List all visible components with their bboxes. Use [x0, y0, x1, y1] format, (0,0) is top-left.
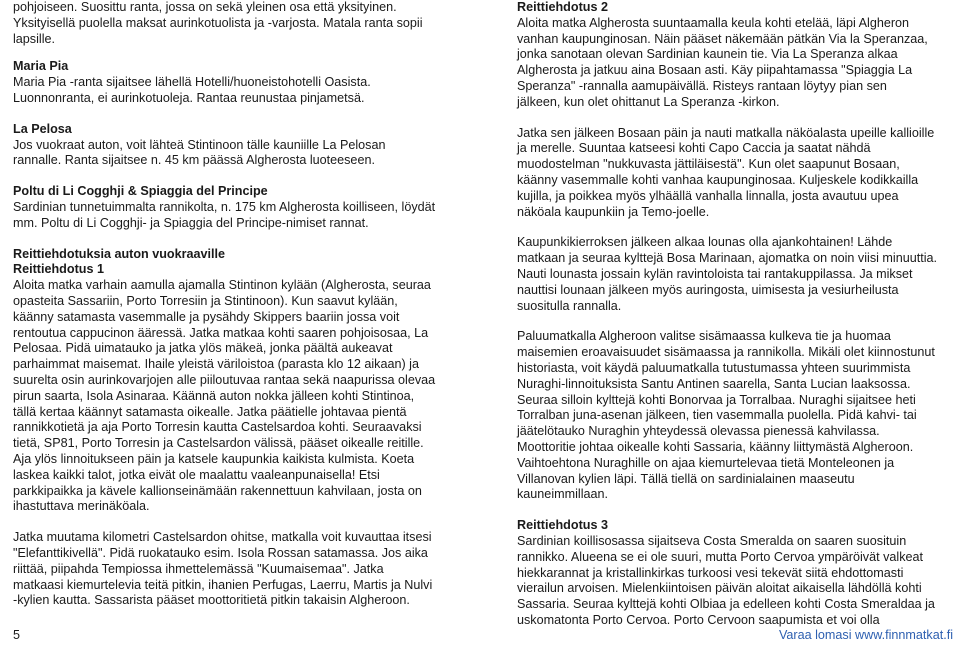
- text-line: Sardinian koillisosassa sijaitseva Costa Smeralda on saaren suosituin: [517, 533, 907, 548]
- text-line: Aloita matka Algherosta suuntaamalla keula kohti etelää, läpi Algheron: [517, 15, 910, 30]
- text-line: käänny vasemmalle kohti vanhaa kaupunginosaa. Kuljeskele kodikkailla: [517, 172, 919, 187]
- text-line: Maria Pia -ranta sijaitsee lähellä Hotelli/huoneistohotelli Oasista.: [13, 75, 371, 90]
- section-subheading: Reittiehdotus 1: [13, 262, 104, 277]
- left-column: [13, 0, 461, 609]
- route-3-section: [517, 518, 953, 629]
- text-line: lapsille.: [13, 31, 55, 46]
- text-line: käänny satamasta vasemmalle ja pysähdy Skippers baariin jossa voit: [13, 309, 400, 324]
- route-1-section: [13, 247, 461, 516]
- text-line: maisemien eroavaisuudet sisämaassa ja rannikolla. Mikäli olet kiinnostunut: [517, 345, 935, 360]
- text-line: kujilla, ja poikkea myös ylhäällä vanhalla linnalla, josta avautuu upea: [517, 188, 899, 203]
- text-line: Villanovan kylien läpi. Tällä tiellä on sardinialainen maaseutu: [517, 471, 855, 486]
- maria-pia-section: [13, 59, 461, 106]
- text-line: Nuraghi-linnoituksista Santu Antinen saarella, Santa Lucian laaksossa.: [517, 376, 911, 391]
- text-line: uskomatonta Porto Cervoa. Porto Cervoon saapumista et voi olla: [517, 612, 880, 627]
- la-pelosa-section: [13, 122, 461, 169]
- text-line: rentoutua cappucinon ääressä. Jatka matkaa kohti saaren pohjoisosaa, La: [13, 325, 429, 340]
- poltu-section: [13, 184, 461, 231]
- text-line: rannalle. Ranta sijaitsee n. 45 km päässä Algherosta luoteeseen.: [13, 153, 375, 168]
- text-line: Jos vuokraat auton, voit lähteä Stintinoon tälle kauniille La Pelosan: [13, 137, 386, 152]
- section-heading: Poltu di Li Cogghji & Spiaggia del Principe: [13, 184, 268, 199]
- text-line: Algherosta ja jatkuu aina Bosaan asti. Käy piipahtamassa "Spiaggia La: [517, 63, 913, 78]
- text-line: riittää, piipahda Tempiossa ihmettelemässä "Kuumaisemaa". Jatka: [13, 561, 384, 576]
- text-line: Moottoritie johtaa oikealle kohti Sassaria, käänny liittymästä Algheroon.: [517, 439, 914, 454]
- text-line: Paluumatkalla Algheroon valitse sisämaassa kulkeva tie ja huomaa: [517, 329, 891, 344]
- text-line: hiekkarannat ja kristallinkirkas turkoosi vesi tekevät siitä ehdottomasti: [517, 565, 904, 580]
- text-line: Yksityisellä puolella maksat aurinkotuolista ja -varjosta. Matala ranta sopii: [13, 15, 423, 30]
- text-line: Torralban juna-asenan jälkeen, tien vasemmalla puolella. Pidä kahvi- tai: [517, 408, 917, 423]
- text-line: vanhan kaupunginosan. Näin pääset näkemään pätkän Via la Speranzaa,: [517, 31, 928, 46]
- text-line: tietä, SP81, Porto Torresin ja Castelsardon välissä, pääset oikealle reitille.: [13, 436, 424, 451]
- right-column: [517, 0, 953, 629]
- text-line: parhaimmat maisemat. Ihaile yleistä väriloistoa (parasta klo 12 aikaan) ja: [13, 357, 419, 372]
- text-line: kauneimmillaan.: [517, 487, 608, 502]
- text-line: muodostelman "nukkuvasta jättiläisestä". Kun olet saapunut Bosaan,: [517, 157, 900, 172]
- text-line: jäätelötauko Nuraghin yhteydessä olevassa pienessä kahvilassa.: [517, 424, 880, 439]
- text-line: Seuraa silloin kylttejä kohti Bonorvaa ja Torralbaa. Nuraghi sijaitsee heti: [517, 392, 916, 407]
- intro-paragraph: [13, 0, 461, 47]
- text-line: historiasta, voit käydä paluumatkalla tutustumassa yhteen suurimmista: [517, 360, 911, 375]
- text-line: Pelosaa. Pidä uimatauko ja jatka ylös mäkeä, jonka päältä aukeavat: [13, 341, 393, 356]
- text-line: Sassaria. Seuraa kylttejä kohti Olbiaa ja edelleen kohti Costa Smeraldaa ja: [517, 597, 935, 612]
- section-heading: Reittiehdotus 2: [517, 0, 608, 14]
- route-2-paragraph-3: [517, 235, 953, 314]
- text-line: mm. Poltu di Li Cogghji- ja Spiaggia del Principe-nimiset rannat.: [13, 215, 369, 230]
- text-line: jälkeen, kun olet ohittanut La Speranza -kirkon.: [517, 94, 780, 109]
- text-line: näköala kaupunkiin ja Temo-joelle.: [517, 204, 710, 219]
- footer-link[interactable]: Varaa lomasi www.finnmatkat.fi: [778, 628, 953, 642]
- text-line: -kylien kautta. Sassarista pääset moottoritietä pitkin takaisin Algheroon.: [13, 593, 410, 608]
- text-line: Speranza" -rannalla aamupäivällä. Risteys rantaan löytyy pian sen: [517, 78, 887, 93]
- text-line: Jatka muutama kilometri Castelsardon ohitse, matkalla voit kuvauttaa itsesi: [13, 530, 432, 545]
- text-line: vierailun arvoisen. Mielenkiintoisen päivän aloitat aikaisella lähdöllä kohti: [517, 581, 922, 596]
- route-2-paragraph-2: [517, 126, 953, 221]
- text-line: rannikko. Alueena se ei ole suuri, mutta Porto Cervoa ympäröivät valkeat: [517, 549, 924, 564]
- text-line: pirun saarta, Isola Asinaraa. Käännä auton nokka jälleen kohti Stintinoa,: [13, 388, 415, 403]
- text-line: Aloita matka varhain aamulla ajamalla Stintinon kylään (Algherosta, seuraa: [13, 278, 431, 293]
- section-heading: La Pelosa: [13, 121, 72, 136]
- section-heading: Maria Pia: [13, 59, 69, 74]
- text-line: parkkipaikka ja kävele kallionseinämään rakennettuun kahvilaan, josta on: [13, 483, 422, 498]
- text-line: matkaasi kiemurtelevia teitä pitkin, ihanien Perfugas, Laerru, Martis ja Nulvi: [13, 577, 433, 592]
- route-2-paragraph-4: [517, 329, 953, 503]
- section-heading: Reittiehdotuksia auton vuokraaville: [13, 246, 226, 261]
- text-line: Luonnonranta, ei aurinkotuoleja. Rantaa reunustaa pinjametsä.: [13, 90, 365, 105]
- text-line: tällä kertaa käännyt satamasta oikealle. Jatka päätielle johtavaa pientä: [13, 404, 407, 419]
- text-line: Sardinian tunnetuimmalta rannikolta, n. 175 km Algherosta koilliseen, löydät: [13, 199, 436, 214]
- text-line: rannikkotietä ja aja Porto Torresin kautta Castelsardoa kohti. Seuraavaksi: [13, 420, 422, 435]
- text-line: matkaan ja seuraa kylttejä Bosa Marinaan, ajomatka on noin viisi minuuttia.: [517, 251, 938, 266]
- text-line: Kaupunkikierroksen jälkeen alkaa lounas olla ajankohtainen! Lähde: [517, 235, 893, 250]
- page-number: 5: [13, 628, 21, 642]
- text-line: Nauti lounasta jossain kylän ravintoloista tai rantakuppilassa. Ja mikset: [517, 266, 913, 281]
- text-line: nauttisi lounaan jälkeen myös auringosta, uimisesta ja vesiurheilusta: [517, 282, 899, 297]
- route-1-paragraph-2: [13, 530, 461, 609]
- text-line: Aja ylös linnoitukseen päin ja katsele kaupunkia kaikista kulmista. Koeta: [13, 451, 415, 466]
- text-line: jonka sanotaan olevan Sardinian kaunein tie. Via La Speranza alkaa: [517, 47, 898, 62]
- section-heading: Reittiehdotus 3: [517, 518, 608, 533]
- text-line: Vaihtoehtona Nuraghille on ajaa kiemurtelevaa tietä Monteleonen ja: [517, 455, 895, 470]
- route-2-section: [517, 0, 953, 111]
- text-line: laskea kaikki talot, jotka eivät ole maalattu vaaleanpunaisella! Etsi: [13, 467, 380, 482]
- text-line: suurelta osin aurinkovarjojen alle piiloutuvaa rantaa sekä naapurissa olevaa: [13, 372, 436, 387]
- text-line: "Elefanttikivellä". Pidä ruokatauko esim. Isola Rossan satamassa. Jos aika: [13, 545, 428, 560]
- text-line: ihastuttava merinäköala.: [13, 499, 150, 514]
- text-line: pohjoiseen. Suosittu ranta, jossa on sekä yleinen osa että yksityinen.: [13, 0, 397, 14]
- text-line: opasteita Sassariin, Porto Torresiin ja Stintinoon). Kun saavut kylään,: [13, 293, 398, 308]
- text-line: ja merelle. Suuntaa katseesi kohti Capo Caccia ja saatat nähdä: [517, 141, 871, 156]
- text-line: Jatka sen jälkeen Bosaan päin ja nauti matkalla näköalasta upeille kallioille: [517, 125, 935, 140]
- text-line: suositulla rannalla.: [517, 298, 622, 313]
